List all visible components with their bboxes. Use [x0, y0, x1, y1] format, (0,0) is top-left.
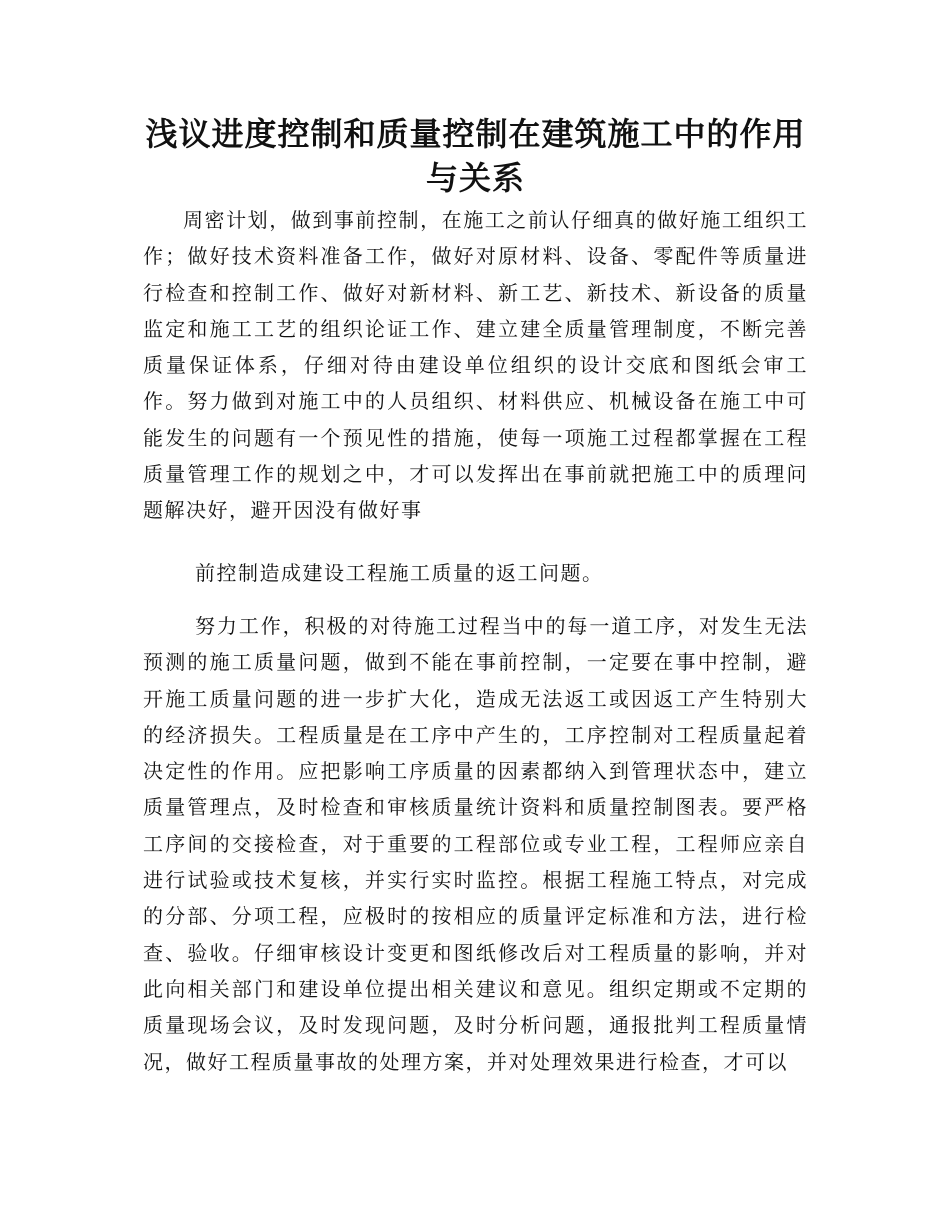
paragraph-2: 前控制造成建设工程施工质量的返工问题。: [195, 561, 604, 585]
document-title: 浅议进度控制和质量控制在建筑施工中的作用与关系: [145, 115, 806, 197]
paragraph-3: 努力工作，积极的对待施工过程当中的每一道工序，对发生无法预测的施工质量问题，做到不能在事前控制，一定要在事中控制，避开施工质量问题的进一步扩大化，造成无法返工或因返工产生特别大的经济损失。工程质量是在工序中产生的，工序控制对工程质量起着决定性的作用。应把影响工序质量的因素都纳入到管理状态中，建立质量管理点，及时检查和审核质量统计资料和质量控制图表。要严格工序间的交接检查，对于重要的工程部位或专业工程，工程师应亲自进行试验或技术复核，并实行实时监控。根据工程施工特点，对完成的分部、分项工程，应极时的按相应的质量评定标准和方法，进行检查、验收。仔细审核设计变更和图纸修改后对工程质量的影响，并对此向相关部门和建设单位提出相关建议和意见。组织定期或不定期的质量现场会议，及时发现问题，及时分析问题，通报批判工程质量情况，做好工程质量事故的处理方案，并对处理效果进行检查，才可以: [143, 614, 808, 1074]
paragraph-1: 周密计划，做到事前控制，在施工之前认仔细真的做好施工组织工作；做好技术资料准备工作，做好对原材料、设备、零配件等质量进行检查和控制工作、做好对新材料、新工艺、新技术、新设备的质量监定和施工工艺的组织论证工作、建立建全质量管理制度，不断完善质量保证体系，仔细对待由建设单位组织的设计交底和图纸会审工作。努力做到对施工中的人员组织、材料供应、机械设备在施工中可能发生的问题有一个预见性的措施，使每一项施工过程都掌握在工程质量管理工作的规划之中，才可以发挥出在事前就把施工中的质理问题解决好，避开因没有做好事: [143, 208, 808, 523]
